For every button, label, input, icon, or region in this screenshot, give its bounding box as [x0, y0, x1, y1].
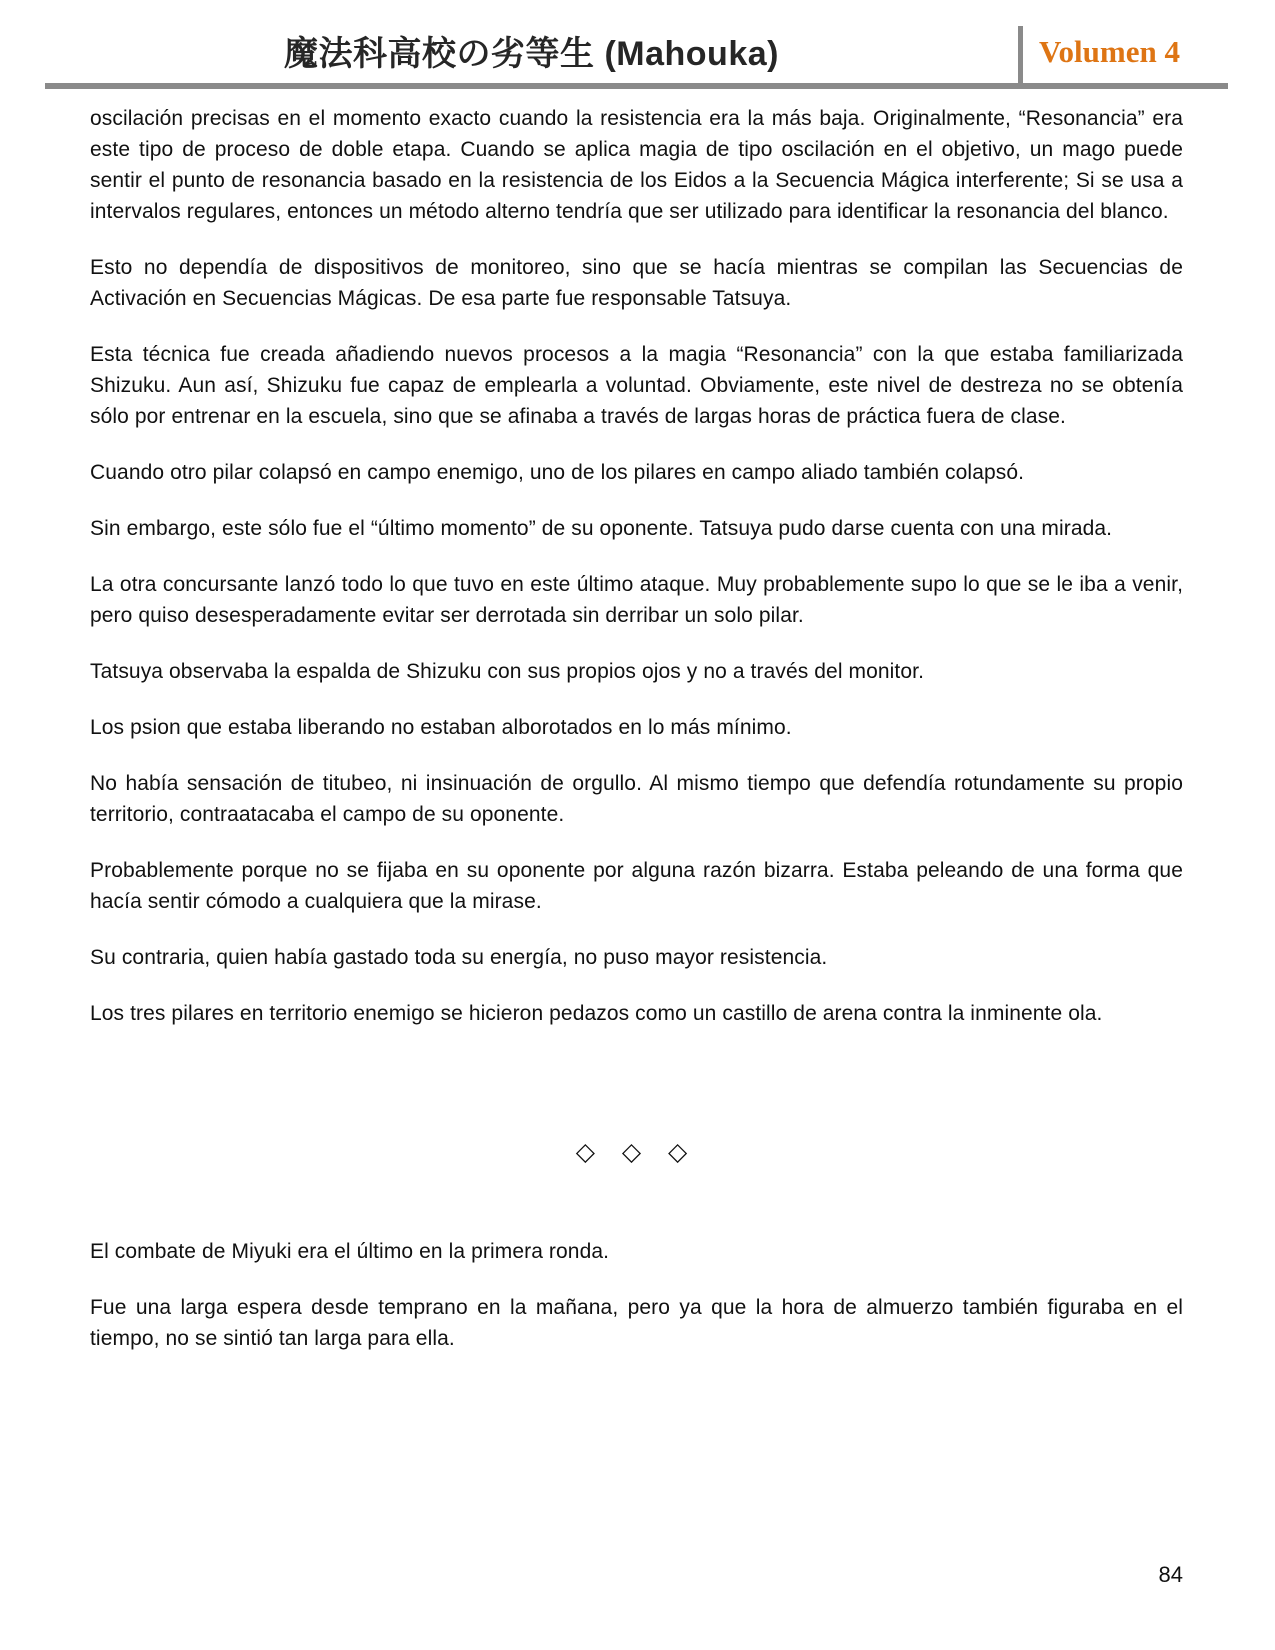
volume-label: Volumen 4: [1039, 33, 1180, 69]
document-title: 魔法科高校の劣等生 (Mahouka): [284, 35, 779, 73]
body-paragraph-8: Los psion que estaba liberando no estaban alborotados en lo más mínimo.: [90, 716, 792, 739]
body-paragraph-14: Fue una larga espera desde temprano en la mañana, pero ya que la hora de almuerzo también figuraba en el tiempo, no se sintió tan larga para ella.: [90, 1296, 1183, 1350]
body-paragraph-10: Probablemente porque no se fijaba en su oponente por alguna razón bizarra. Estaba peleando de una forma que hacía sentir cómodo a cualquiera que la mirase.: [90, 859, 1183, 913]
body-paragraph-4: Cuando otro pilar colapsó en campo enemigo, uno de los pilares en campo aliado también colapsó.: [90, 461, 1025, 484]
page-header: [45, 26, 1228, 89]
body-paragraph-7: Tatsuya observaba la espalda de Shizuku con sus propios ojos y no a través del monitor.: [90, 660, 925, 683]
body-paragraph-1: oscilación precisas en el momento exacto cuando la resistencia era la más baja. Originalmente, “Resonancia” era este tipo de proceso de doble etapa. Cuando se aplica magia de tipo oscilación en el objetivo, un mago puede sentir el punto de resonancia basado en la resistencia de los Eidos a la Secuencia Mágica interferente; Si se usa a intervalos regulares, entonces un método alterno tendría que ser utilizado para identificar la resonancia del blanco.: [90, 107, 1183, 223]
header-title-zone: [45, 26, 1018, 83]
body-paragraph-5: Sin embargo, este sólo fue el “último momento” de su oponente. Tatsuya pudo darse cuenta con una mirada.: [90, 517, 1113, 540]
body-paragraph-2: Esto no dependía de dispositivos de monitoreo, sino que se hacía mientras se compilan las Secuencias de Activación en Secuencias Mágicas. De esa parte fue responsable Tatsuya.: [90, 256, 1183, 310]
body-paragraph-12: Los tres pilares en territorio enemigo se hicieron pedazos como un castillo de arena contra la inminente ola.: [90, 1002, 1103, 1025]
scene-break-separator: ◇ ◇ ◇: [575, 1138, 698, 1166]
body-paragraph-3: Esta técnica fue creada añadiendo nuevos procesos a la magia “Resonancia” con la que estaba familiarizada Shizuku. Aun así, Shizuku fue capaz de emplearla a voluntad. Obviamente, este nivel de destreza no se obtenía sólo por entrenar en la escuela, sino que se afinaba a través de largas horas de práctica fuera de clase.: [90, 343, 1183, 428]
volume-block: [1018, 26, 1228, 83]
page-body: [0, 89, 1275, 1354]
body-paragraph-11: Su contraria, quien había gastado toda su energía, no puso mayor resistencia.: [90, 946, 828, 969]
body-paragraph-9: No había sensación de titubeo, ni insinuación de orgullo. Al mismo tiempo que defendía rotundamente su propio territorio, contraatacaba el campo de su oponente.: [90, 772, 1183, 826]
body-paragraph-13: El combate de Miyuki era el último en la primera ronda.: [90, 1240, 610, 1263]
page-number: 84: [1158, 1562, 1183, 1587]
body-paragraph-6: La otra concursante lanzó todo lo que tuvo en este último ataque. Muy probablemente supo lo que se le iba a venir, pero quiso desesperadamente evitar ser derrotada sin derribar un solo pilar.: [90, 573, 1183, 627]
